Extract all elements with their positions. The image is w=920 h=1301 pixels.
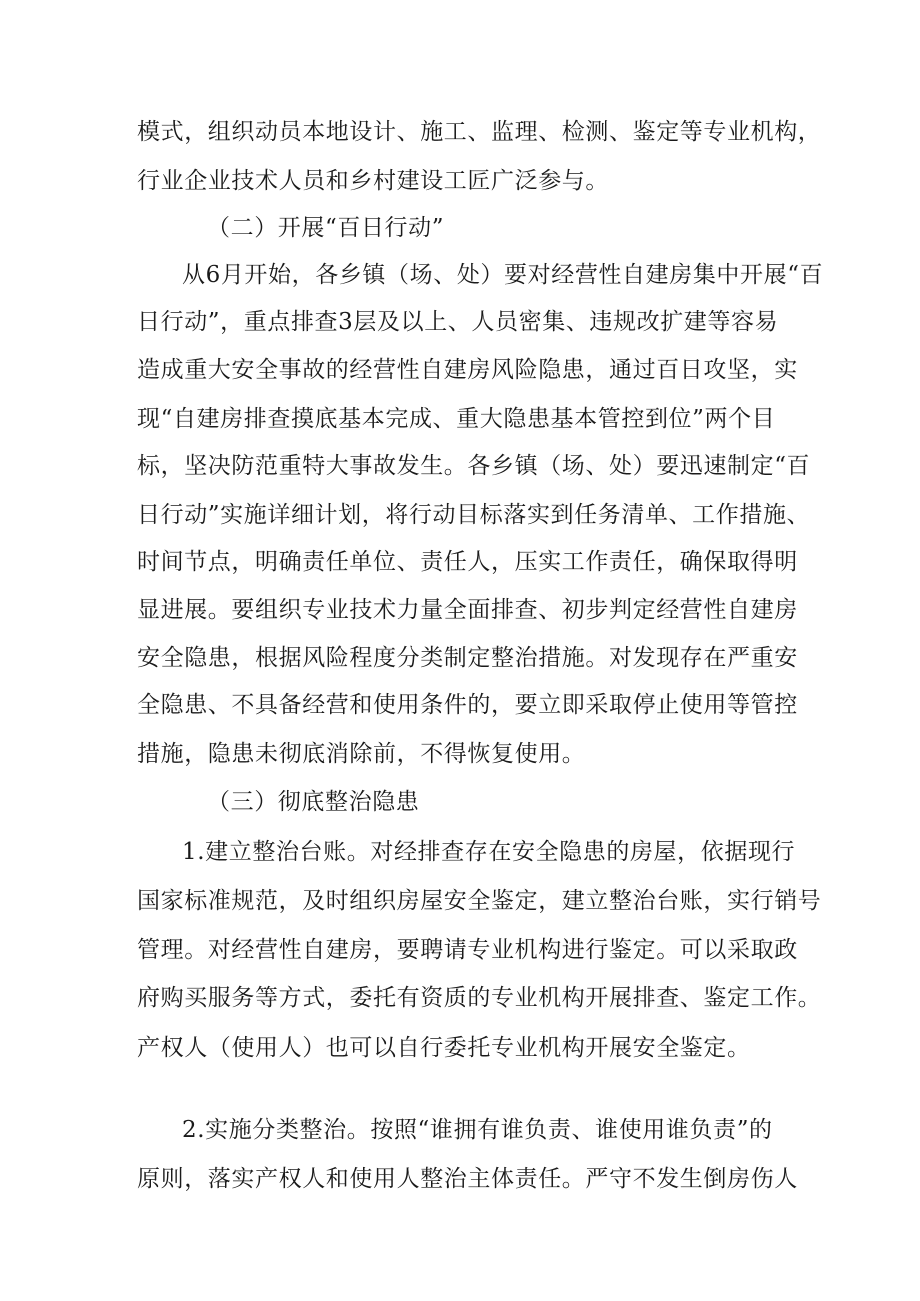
paragraph-line: 措施，隐患未彻底消除前，不得恢复使用。 [137,741,586,767]
paragraph-line: 标，坚决防范重特大事故发生。各乡镇（场、处）要迅速制定“百 [137,453,811,479]
paragraph-line: 从6月开始，各乡镇（场、处）要对经营性自建房集中开展“百 [182,262,824,288]
paragraph-line: 管理。对经营性自建房，要聘请专业机构进行鉴定。可以采取政 [137,937,798,963]
paragraph-line: 2.实施分类整治。按照“谁拥有谁负责、谁使用谁负责”的 [182,1117,773,1143]
paragraph-line: 原则，落实产权人和使用人整治主体责任。严守不发生倒房伤人 [137,1166,798,1192]
paragraph-line: 全隐患、不具备经营和使用条件的，要立即采取停止使用等管控 [137,692,798,718]
paragraph-line: 行业企业技术人员和乡村建设工匠广泛参与。 [137,168,609,194]
paragraph-line: 安全隐患，根据风险程度分类制定整治措施。对发现存在严重安 [137,645,798,671]
paragraph-line: 1.建立整治台账。对经排查存在安全隐患的房屋，依据现行 [182,839,796,865]
section-heading: （二）开展“百日行动” [207,215,445,241]
paragraph-line: 产权人（使用人）也可以自行委托专业机构开展安全鉴定。 [137,1035,751,1061]
paragraph-line: 现“自建房排查摸底基本完成、重大隐患基本管控到位”两个目 [137,406,776,432]
paragraph-line: 府购买服务等方式，委托有资质的专业机构开展排查、鉴定工作。 [137,985,822,1011]
section-heading: （三）彻底整治隐患 [207,789,420,815]
paragraph-line: 时间节点，明确责任单位、责任人，压实工作责任，确保取得明 [137,549,798,575]
paragraph-line: 国家标准规范，及时组织房屋安全鉴定，建立整治台账，实行销号 [137,888,822,914]
paragraph-line: 日行动”，重点排查3层及以上、人员密集、违规改扩建等容易 [137,309,779,335]
paragraph-line: 造成重大安全事故的经营性自建房风险隐患，通过百日攻坚，实 [137,357,798,383]
paragraph-line: 日行动”实施详细计划，将行动目标落实到任务清单、工作措施、 [137,502,811,528]
paragraph-line: 显进展。要组织专业技术力量全面排查、初步判定经营性自建房 [137,597,798,623]
paragraph-line: 模式，组织动员本地设计、施工、监理、检测、鉴定等专业机构， [137,119,822,145]
